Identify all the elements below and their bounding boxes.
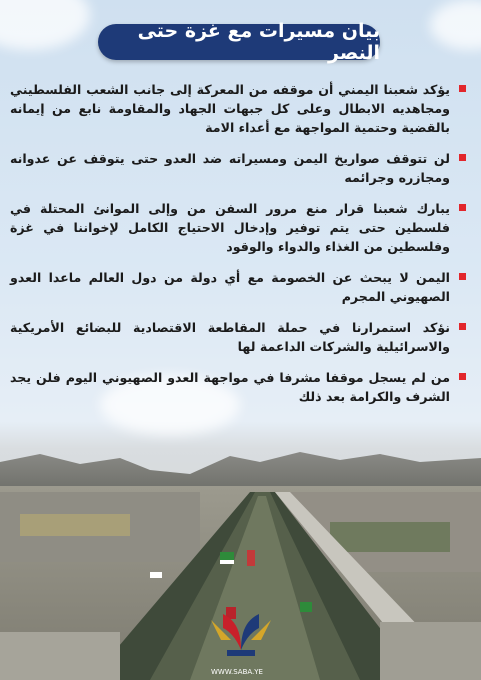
bullet-icon <box>459 323 466 330</box>
bullet-icon <box>459 373 466 380</box>
bullet-icon <box>459 85 466 92</box>
statements-list <box>10 80 462 418</box>
statement-item <box>10 368 462 406</box>
logo-caption: WWW.SABA.YE <box>211 668 263 676</box>
cloud-top-right <box>430 0 481 50</box>
statement-item <box>10 318 462 356</box>
cloud-top-left <box>0 0 90 50</box>
statement-text: نؤكد استمرارنا في حملة المقاطعة الاقتصادية للبضائع الأمريكية والاسرائيلية والشركات الداعمة لها <box>10 320 450 354</box>
statement-item <box>10 199 462 256</box>
statement-text: من لم يسجل موقفا مشرفا في مواجهة العدو الصهيوني اليوم فلن يجد الشرف والكرامة بعد ذلك <box>10 370 450 404</box>
statement-item <box>10 149 462 187</box>
bullet-icon <box>459 273 466 280</box>
statement-text: لن تتوقف صواريخ اليمن ومسيراته ضد العدو حتى يتوقف عن عدوانه ومجازره وجرائمه <box>10 151 450 185</box>
saba-logo-icon <box>181 610 301 670</box>
page-title-text: بيان مسيرات مع غزة حتى النصر <box>137 20 380 64</box>
page-title <box>98 20 380 64</box>
statement-item <box>10 80 462 137</box>
bullet-icon <box>459 154 466 161</box>
statement-text: اليمن لا يبحث عن الخصومة مع أي دولة من دول العالم ماعدا العدو الصهيوني المجرم <box>10 270 450 304</box>
bullet-icon <box>459 204 466 211</box>
statement-text: يؤكد شعبنا اليمني أن موقفه من المعركة إلى جانب الشعب الفلسطيني ومجاهديه الابطال وعلى كل جبهات الجهاد والمقاومة نابع من إيمانه بالقضية وحتمية المواجهة مع أعداء الامة <box>10 82 450 135</box>
statement-item <box>10 268 462 306</box>
statement-text: يبارك شعبنا قرار منع مرور السفن من وإلى الموانئ المحتلة في فلسطين حتى يتم توفير وإدخال الاحتياج الكامل لإخواننا في غزة وفلسطين من الغذاء والدواء والوقود <box>10 201 450 254</box>
